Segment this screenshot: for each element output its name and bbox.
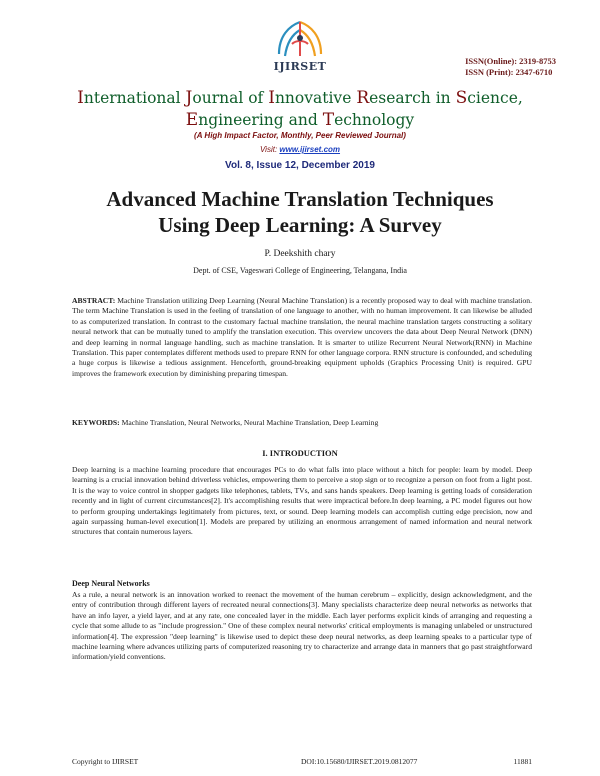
author-name: P. Deekshith chary [264, 249, 336, 259]
issn-block [465, 56, 556, 78]
abstract [72, 296, 532, 379]
journal-title-word: Journal [185, 88, 244, 108]
footer-doi: DOI:10.15680/IJIRSET.2019.0812077 [301, 757, 418, 766]
journal-website-link[interactable]: www.ijirset.com [279, 145, 341, 154]
journal-title-word: Science, [455, 88, 523, 108]
footer-copyright: Copyright to IJIRSET [72, 757, 139, 766]
journal-title [0, 87, 600, 131]
author-affiliation: Dept. of CSE, Vageswari College of Engineering, Telangana, India [193, 266, 407, 275]
logo-emblem-icon [265, 16, 335, 62]
journal-title-word: International [77, 88, 181, 108]
introduction-paragraph: Deep learning is a machine learning procedure that encourages PCs to do what falls into place without a hitch for people: learn by model. Deep learning is a crucial innovation behind driverless vehicles, empowering them to perceive a stop sign or to recognize a person on foot from a light post. It is the way to voice control in shopper gadgets like telephones, tablets, TVs, and sans hands speakers. Deep learning is getting loads of consideration recently and in light of current circumstances[2]. It's accomplishing results that were impractical before.In deep learning, a PC model figures out how to perform grouping undertakings legitimately from pictures, text, or sound. Deep learning models can accomplish cutting edge precision, now and again surpassing human-level execution[1]. Models are prepared by utilizing an enormous arrangement of named information and neural network structures that contain numerous layers. [72, 465, 532, 537]
volume-issue: Vol. 8, Issue 12, December 2019 [225, 160, 375, 171]
journal-title-word: Research [356, 88, 431, 108]
journal-title-word: and [288, 111, 318, 129]
journal-title-word: of [248, 89, 264, 107]
subheading-deep-neural-networks: Deep Neural Networks [72, 579, 150, 588]
journal-title-word: in [435, 89, 451, 107]
abstract-text: Machine Translation utilizing Deep Learning (Neural Machine Translation) is a recently proposed way to deal with machine translation. The term Machine Translation is used in the feeling of translation of one language to another, with no human improvement. It can likewise be alluded to as computerized translation. In contrast to the customary factual machine translation, the neural machine translation targets constructing a solitary neural network that can be mutually tuned to amplify the translation execution. This overview uncovers the data about Deep Neural Network (DNN) and deep learning in normal language handling, such as machine translation. It is smarter to utilize Recurrent Neural Network(RNN) in Machine Translation. This paper contemplates different methods used to prepare RNN for other language corpora. RNN structure is confounded, and scheduling a huge corpus is likewise a tedious assignment. Henceforth, ground-breaking equipment upholds (Graphics Processing Unit) is required. GPU improves the framework execution by diminishing preparing timespan. [72, 296, 532, 378]
abstract-label: ABSTRACT: [72, 296, 116, 305]
footer-page-number: 11881 [513, 757, 532, 766]
issn-online: ISSN(Online): 2319-8753 [465, 56, 556, 66]
journal-impact-line: (A High Impact Factor, Monthly, Peer Reviewed Journal) [194, 131, 406, 140]
keywords [72, 418, 532, 428]
paper-title [0, 186, 600, 238]
issn-print: ISSN (Print): 2347-6710 [465, 67, 553, 77]
journal-title-word: Engineering [185, 110, 284, 130]
journal-title-line1 [0, 87, 600, 109]
section-heading-introduction: I. INTRODUCTION [262, 448, 338, 458]
deep-neural-networks-paragraph: As a rule, a neural network is an innovation worked to reenact the movement of the human cerebrum – explicitly, design acknowledgment, and the entry of contribution through different layers of recreated neural connections[3]. Many specialists characterize deep neural networks as networks that have an info layer, a yield layer, and at any rate, one concealed layer in the middle. Each layer performs explicit kinds of arranging and requesting a cycle that some allude to as "include progression." One of these complex neural networks' critical employments is managing unlabeled or unstructured information[4]. The expression "deep learning" is likewise used to depict these deep neural networks, as deep learning speaks to a particular type of machine learning where advances utilizing parts of computerized reasoning try to characterize and arrange data in manners that go past straightforward information/yield conventions. [72, 590, 532, 662]
journal-title-line2 [0, 109, 600, 131]
journal-title-word: Innovative [268, 88, 352, 108]
journal-logo [265, 16, 335, 74]
paper-title-line1: Advanced Machine Translation Techniques [106, 187, 494, 211]
visit-label: Visit: [259, 145, 280, 154]
logo-text: IJIRSET [273, 60, 327, 73]
keywords-text: Machine Translation, Neural Networks, Neural Machine Translation, Deep Learning [119, 418, 379, 427]
visit-line [0, 145, 600, 154]
keywords-label: KEYWORDS: [72, 418, 120, 427]
paper-title-line2: Using Deep Learning: A Survey [158, 213, 442, 237]
journal-title-word: Technology [322, 110, 415, 130]
